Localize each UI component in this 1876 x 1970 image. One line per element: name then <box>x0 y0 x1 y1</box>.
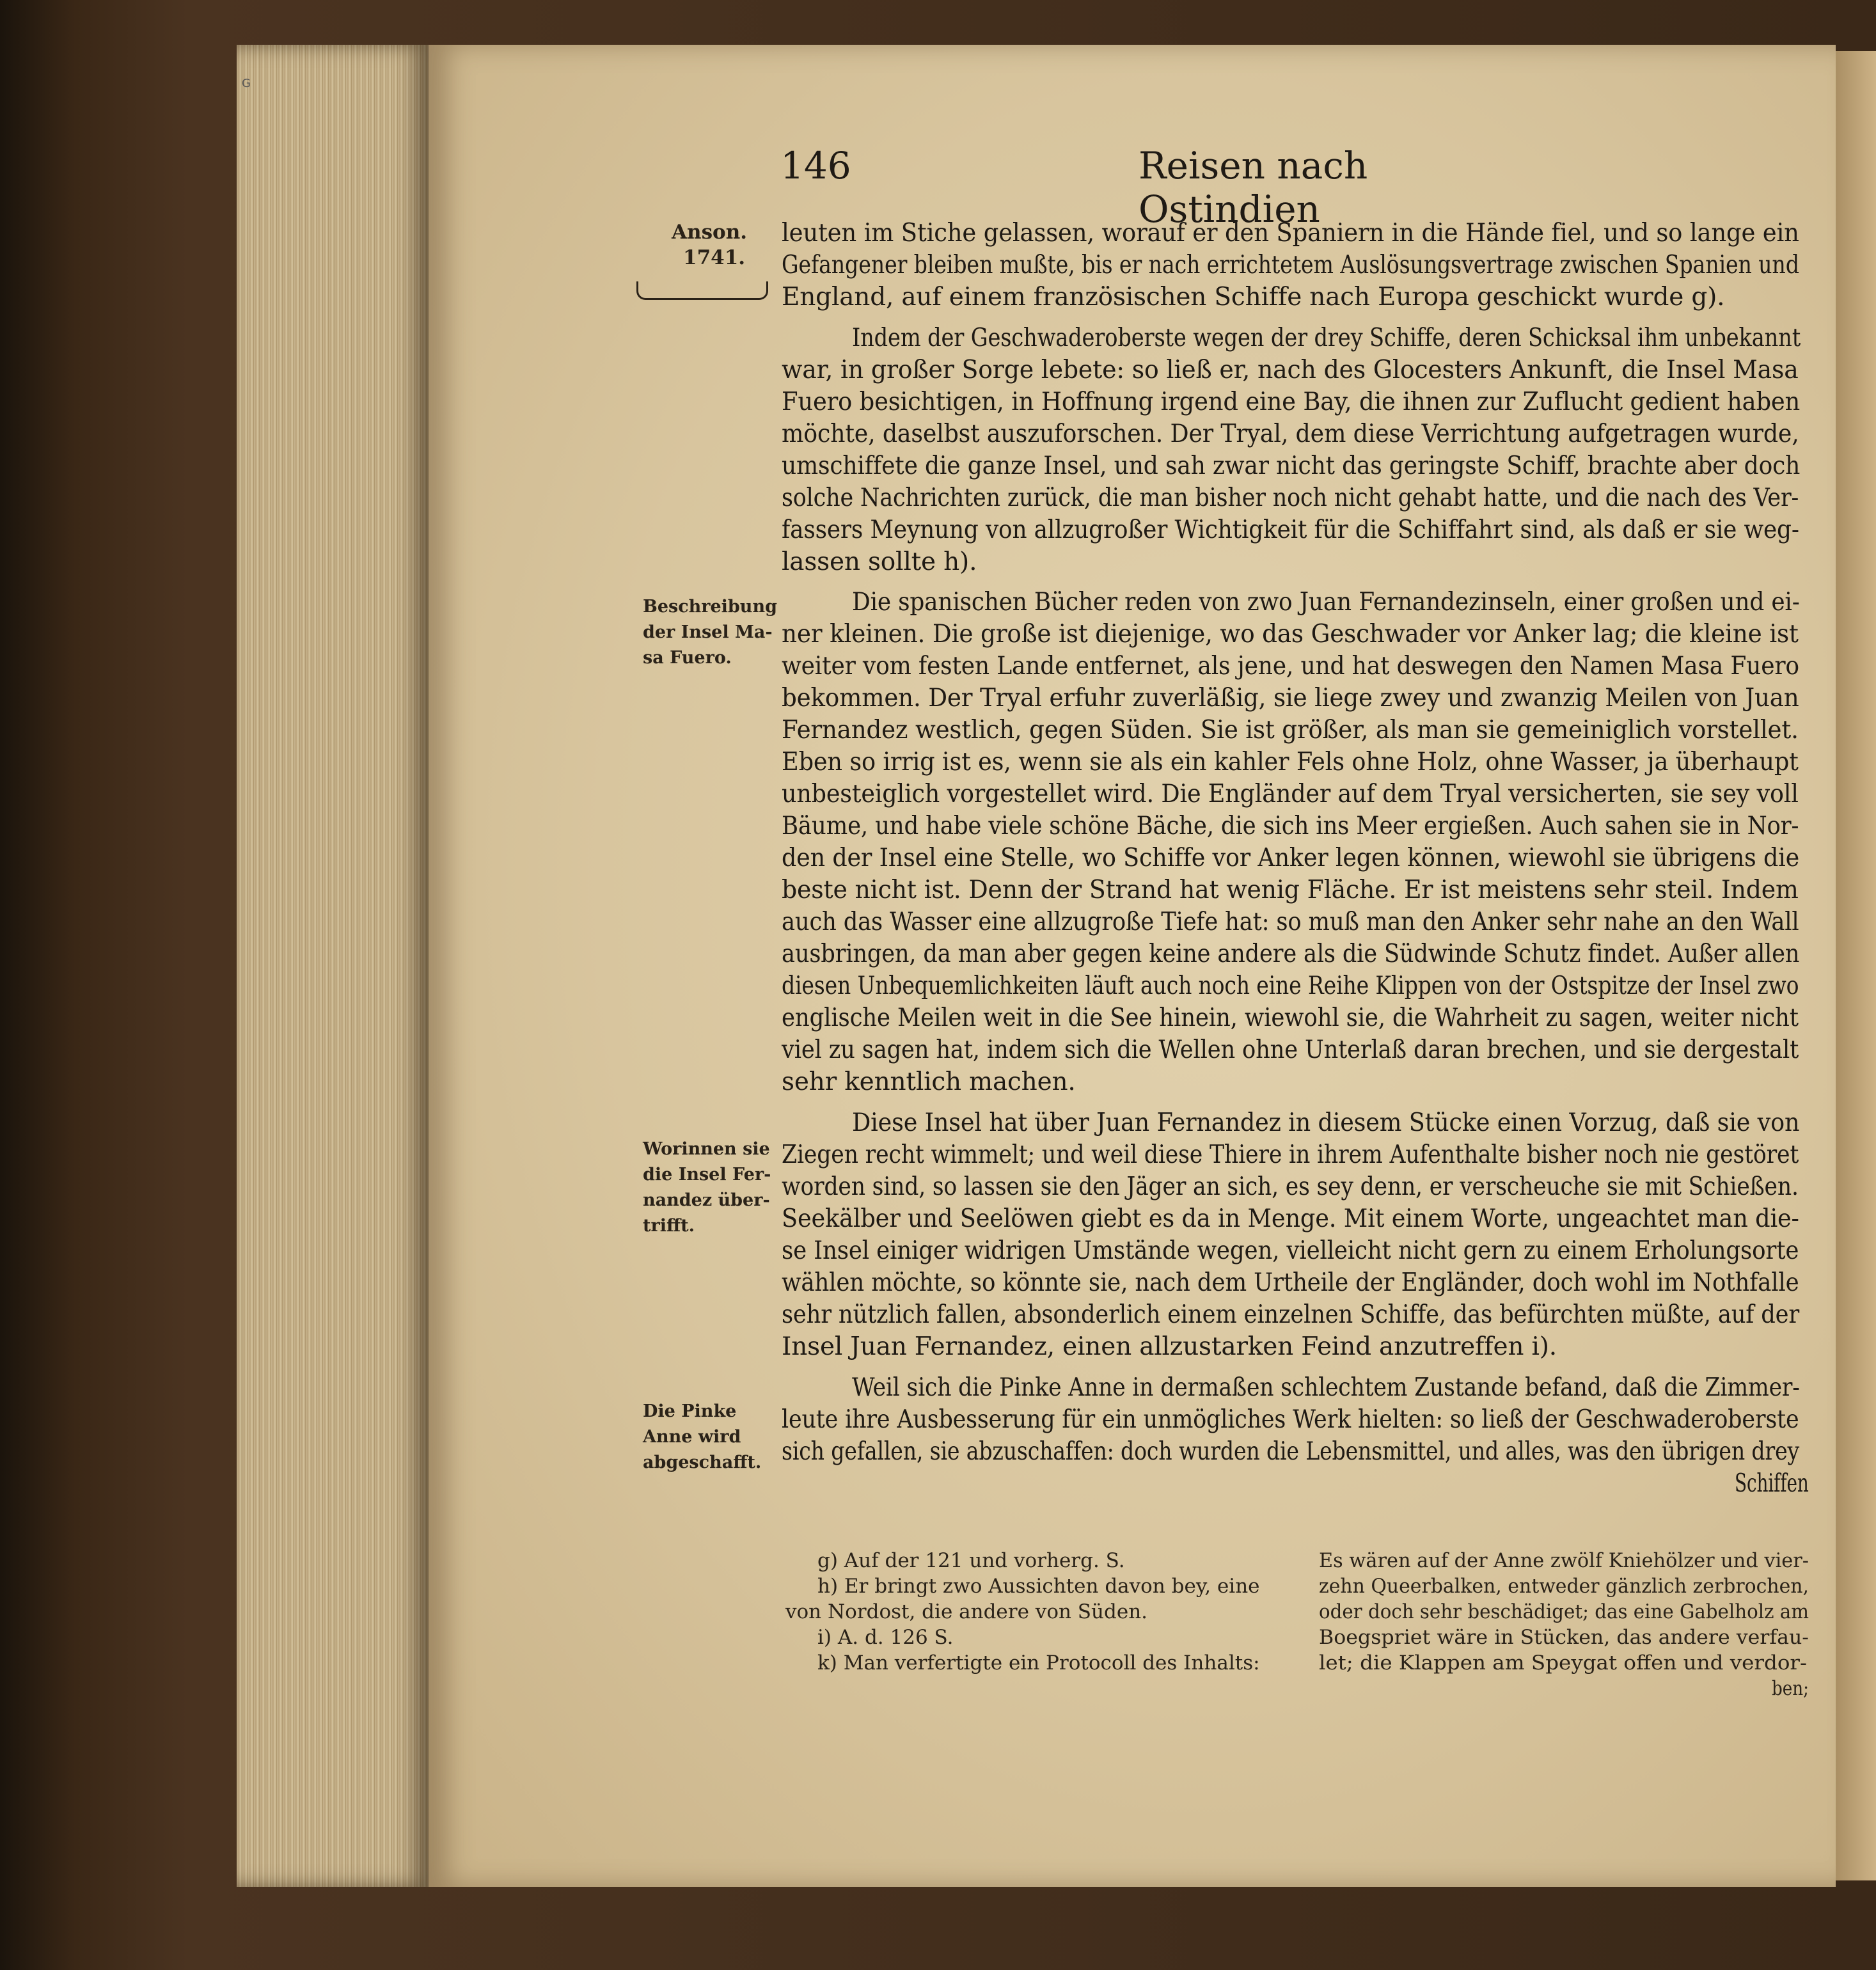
footnote-right-line: ben; <box>1772 1677 1809 1700</box>
body-line: wählen möchte, so könnte sie, nach dem Urtheile der Engländer, doch wohl im Nothfalle <box>782 1268 1799 1297</box>
body-line: England, auf einem französischen Schiffe nach Europa geschickt wurde g). <box>782 283 1725 311</box>
body-line: Diese Insel hat über Juan Fernandez in diesem Stücke einen Vorzug, daß sie von <box>852 1108 1800 1137</box>
body-line: umschiffete die ganze Insel, und sah zwar nicht das geringste Schiff, brachte aber doch <box>782 452 1801 480</box>
body-line: viel zu sagen hat, indem sich die Wellen ohne Unterlaß daran brechen, und sie dergestalt <box>782 1036 1799 1064</box>
body-line: Eben so irrig ist es, wenn sie als ein kahler Fels ohne Holz, ohne Wasser, ja überhaupt <box>782 748 1799 776</box>
margin-note-line: 1741. <box>683 246 746 269</box>
body-line: auch das Wasser eine allzugroße Tiefe hat: so muß man den Anker sehr nahe an den Wall <box>782 908 1799 936</box>
footnote-right-line: Boegspriet wäre in Stücken, das andere verfau- <box>1319 1626 1809 1649</box>
body-line: worden sind, so lassen sie den Jäger an sich, es sey denn, er verscheuche sie mit Schießen. <box>782 1172 1799 1201</box>
body-line: se Insel einiger widrigen Umstände wegen, vielleicht nicht gern zu einem Erholungsorte <box>782 1236 1799 1265</box>
body-line: ausbringen, da man aber gegen keine andere als die Südwinde Schutz findet. Außer allen <box>782 940 1800 968</box>
body-line: sich gefallen, sie abzuschaffen: doch wurden die Lebensmittel, und alles, was den übrigen drey <box>782 1437 1800 1466</box>
body-line: Seekälber und Seelöwen giebt es da in Menge. Mit einem Worte, ungeachtet man die- <box>782 1204 1799 1233</box>
body-line: unbesteiglich vorgestellet wird. Die Engländer auf dem Tryal versicherten, sie sey voll <box>782 780 1799 808</box>
page-edges <box>237 45 429 1887</box>
body-line: lassen sollte h). <box>782 548 977 576</box>
body-line: leuten im Stiche gelassen, worauf er den Spaniern in die Hände fiel, und so lange ein <box>782 219 1799 248</box>
body-line: möchte, daselbst auszuforschen. Der Tryal, dem diese Verrichtung aufgetragen wurde, <box>782 420 1799 448</box>
footnote-right-line: zehn Queerbalken, entweder gänzlich zerbrochen, <box>1319 1575 1809 1598</box>
body-line: war, in großer Sorge lebete: so ließ er, nach des Glocesters Ankunft, die Insel Masa <box>782 356 1799 384</box>
body-line: sehr nützlich fallen, absonderlich einem einzelnen Schiffe, das befürchten müßte, auf der <box>782 1300 1800 1329</box>
margin-note-line: Beschreibung <box>643 597 777 617</box>
margin-note-line: trifft. <box>643 1216 695 1236</box>
body-line: Fernandez westlich, gegen Süden. Sie ist größer, als man sie gemeiniglich vorstellet. <box>782 716 1799 745</box>
body-line: fassers Meynung von allzugroßer Wichtigkeit für die Schiffahrt sind, als daß er sie weg- <box>782 516 1799 544</box>
body-line: leute ihre Ausbesserung für ein unmögliches Werk hielten: so ließ der Geschwaderoberste <box>782 1405 1799 1434</box>
body-line: Fuero besichtigen, in Hoffnung irgend eine Bay, die ihnen zur Zuflucht gedient haben <box>782 388 1801 416</box>
margin-note-line: Die Pinke <box>643 1401 737 1421</box>
body-line: solche Nachrichten zurück, die man bisher noch nicht gehabt hatte, und die nach des Ver- <box>782 484 1799 512</box>
footnote-right-line: oder doch sehr beschädiget; das eine Gabelholz am <box>1319 1600 1809 1623</box>
footnote-left-line: h) Er bringt zwo Aussichten davon bey, eine <box>817 1575 1260 1598</box>
footnote-left-line: g) Auf der 121 und vorherg. S. <box>817 1549 1125 1572</box>
footnote-left-line: i) A. d. 126 S. <box>817 1626 954 1649</box>
body-line: Weil sich die Pinke Anne in dermaßen schlechtem Zustande befand, daß die Zimmer- <box>852 1373 1800 1402</box>
margin-note-line: abgeschafft. <box>643 1453 762 1472</box>
body-line: englische Meilen weit in die See hinein, wiewohl sie, die Wahrheit zu sagen, weiter nicht <box>782 1004 1799 1032</box>
body-line: Die spanischen Bücher reden von zwo Juan Fernandezinseln, einer großen und ei- <box>852 588 1800 617</box>
body-line: Indem der Geschwaderoberste wegen der drey Schiffe, deren Schicksal ihm unbekannt <box>852 324 1801 352</box>
margin-note-line: Anson. <box>672 221 748 244</box>
margin-note-line: Worinnen sie <box>643 1139 770 1159</box>
margin-note-line: die Insel Fer- <box>643 1165 771 1185</box>
page-number: 146 <box>780 144 851 187</box>
margin-brace <box>636 281 768 300</box>
body-line: diesen Unbequemlichkeiten läuft auch noch eine Reihe Klippen von der Ostspitze der Insel zwo <box>782 972 1799 1000</box>
body-line: Schiffen <box>1735 1469 1809 1498</box>
body-line: weiter vom festen Lande entfernet, als jene, und hat deswegen den Namen Masa Fuero <box>782 652 1799 681</box>
page-header <box>780 138 1484 231</box>
body-line: Gefangener bleiben mußte, bis er nach errichtetem Auslösungsvertrage zwischen Spanien und <box>782 251 1799 280</box>
body-line: beste nicht ist. Denn der Strand hat wenig Fläche. Er ist meistens sehr steil. Indem <box>782 876 1799 904</box>
gutter-mark: G <box>242 77 251 90</box>
footnote-left-line: k) Man verfertigte ein Protocoll des Inhalts: <box>817 1651 1260 1674</box>
margin-note-line: Anne wird <box>643 1427 741 1447</box>
facing-page-edge <box>1829 51 1876 1880</box>
body-line: bekommen. Der Tryal erfuhr zuverläßig, sie liege zwey und zwanzig Meilen von Juan <box>782 684 1799 713</box>
margin-note-line: nandez über- <box>643 1190 770 1210</box>
body-line: Ziegen recht wimmelt; und weil diese Thiere in ihrem Aufenthalte bisher noch nie gestöret <box>782 1140 1799 1169</box>
footnote-right-line: Es wären auf der Anne zwölf Kniehölzer und vier- <box>1319 1549 1809 1572</box>
running-title: Reisen nach Ostindien <box>1139 144 1368 231</box>
footnote-right-line: let; die Klappen am Speygat offen und verdor- <box>1319 1651 1807 1674</box>
body-line: Bäume, und habe viele schöne Bäche, die sich ins Meer ergießen. Auch sahen sie in Nor- <box>782 812 1799 840</box>
footnote-left-line: von Nordost, die andere von Süden. <box>785 1600 1148 1623</box>
body-line: Insel Juan Fernandez, einen allzustarken Feind anzutreffen i). <box>782 1332 1557 1361</box>
body-line: den der Insel eine Stelle, wo Schiffe vor Anker legen können, wiewohl sie übrigens die <box>782 844 1800 872</box>
body-line: sehr kenntlich machen. <box>782 1068 1076 1096</box>
body-line: ner kleinen. Die große ist diejenige, wo das Geschwader vor Anker lag; die kleine ist <box>782 620 1799 649</box>
margin-note-line: sa Fuero. <box>643 648 732 668</box>
margin-note-line: der Insel Ma- <box>643 622 773 642</box>
